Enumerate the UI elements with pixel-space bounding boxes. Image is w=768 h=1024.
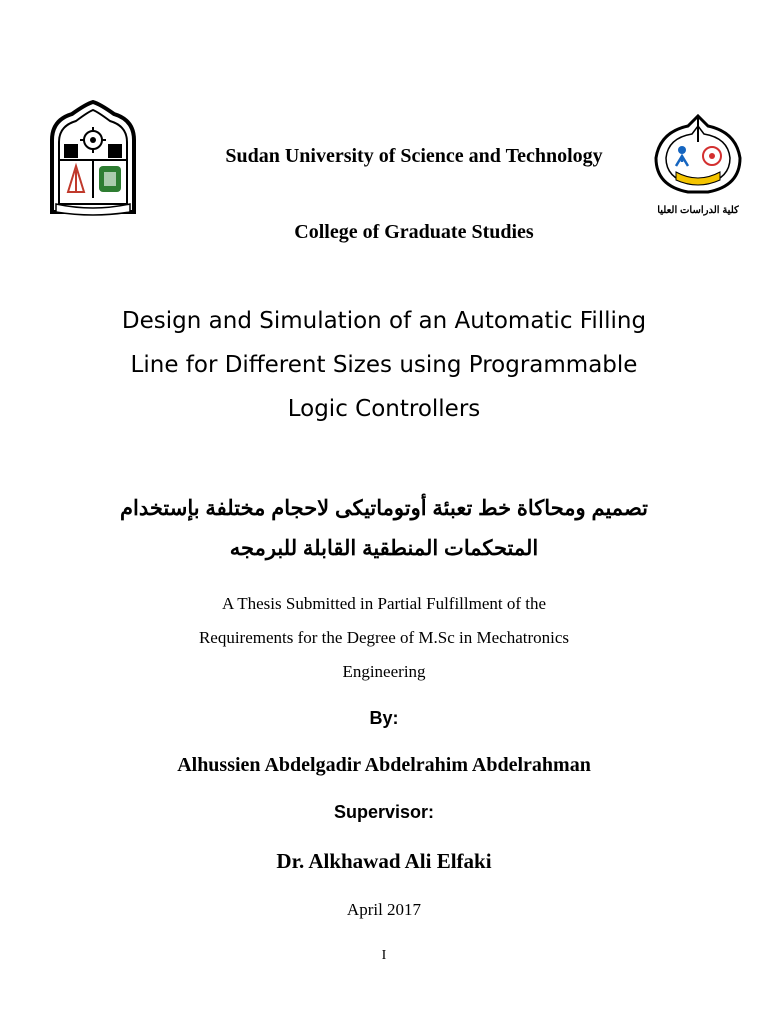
supervisor-name: Dr. Alkhawad Ali Elfaki xyxy=(276,849,492,873)
arabic-title-line-2: المتحكمات المنطقية القابلة للبرمجه xyxy=(229,537,539,560)
thesis-title-line-3: Logic Controllers xyxy=(287,396,481,422)
author-name: Alhussien Abdelgadir Abdelrahim Abdelrahman xyxy=(177,754,591,776)
arabic-title-line-1: تصميم ومحاكاة خط تعبئة أوتوماتيكى لاحجام مختلفة بإستخدام xyxy=(120,497,648,520)
thesis-title-line-2: Line for Different Sizes using Programmable xyxy=(130,352,638,378)
by-label: By: xyxy=(369,708,399,728)
thesis-statement-line-1: A Thesis Submitted in Partial Fulfillment of the xyxy=(221,594,547,613)
university-name: Sudan University of Science and Technology xyxy=(225,145,603,167)
college-name: College of Graduate Studies xyxy=(294,221,534,243)
sust-graduate-studies-logo-icon xyxy=(648,112,748,224)
thesis-statement-line-2: Requirements for the Degree of M.Sc in Mechatronics xyxy=(198,628,570,647)
date: April 2017 xyxy=(346,900,422,919)
sust-logo-caption: كلية الدراسات العليا xyxy=(657,205,739,216)
thesis-statement-line-3: Engineering xyxy=(342,662,426,681)
page-number: I xyxy=(381,948,387,963)
thesis-title-line-1: Design and Simulation of an Automatic Filling xyxy=(121,308,647,334)
supervisor-label: Supervisor: xyxy=(333,802,435,822)
